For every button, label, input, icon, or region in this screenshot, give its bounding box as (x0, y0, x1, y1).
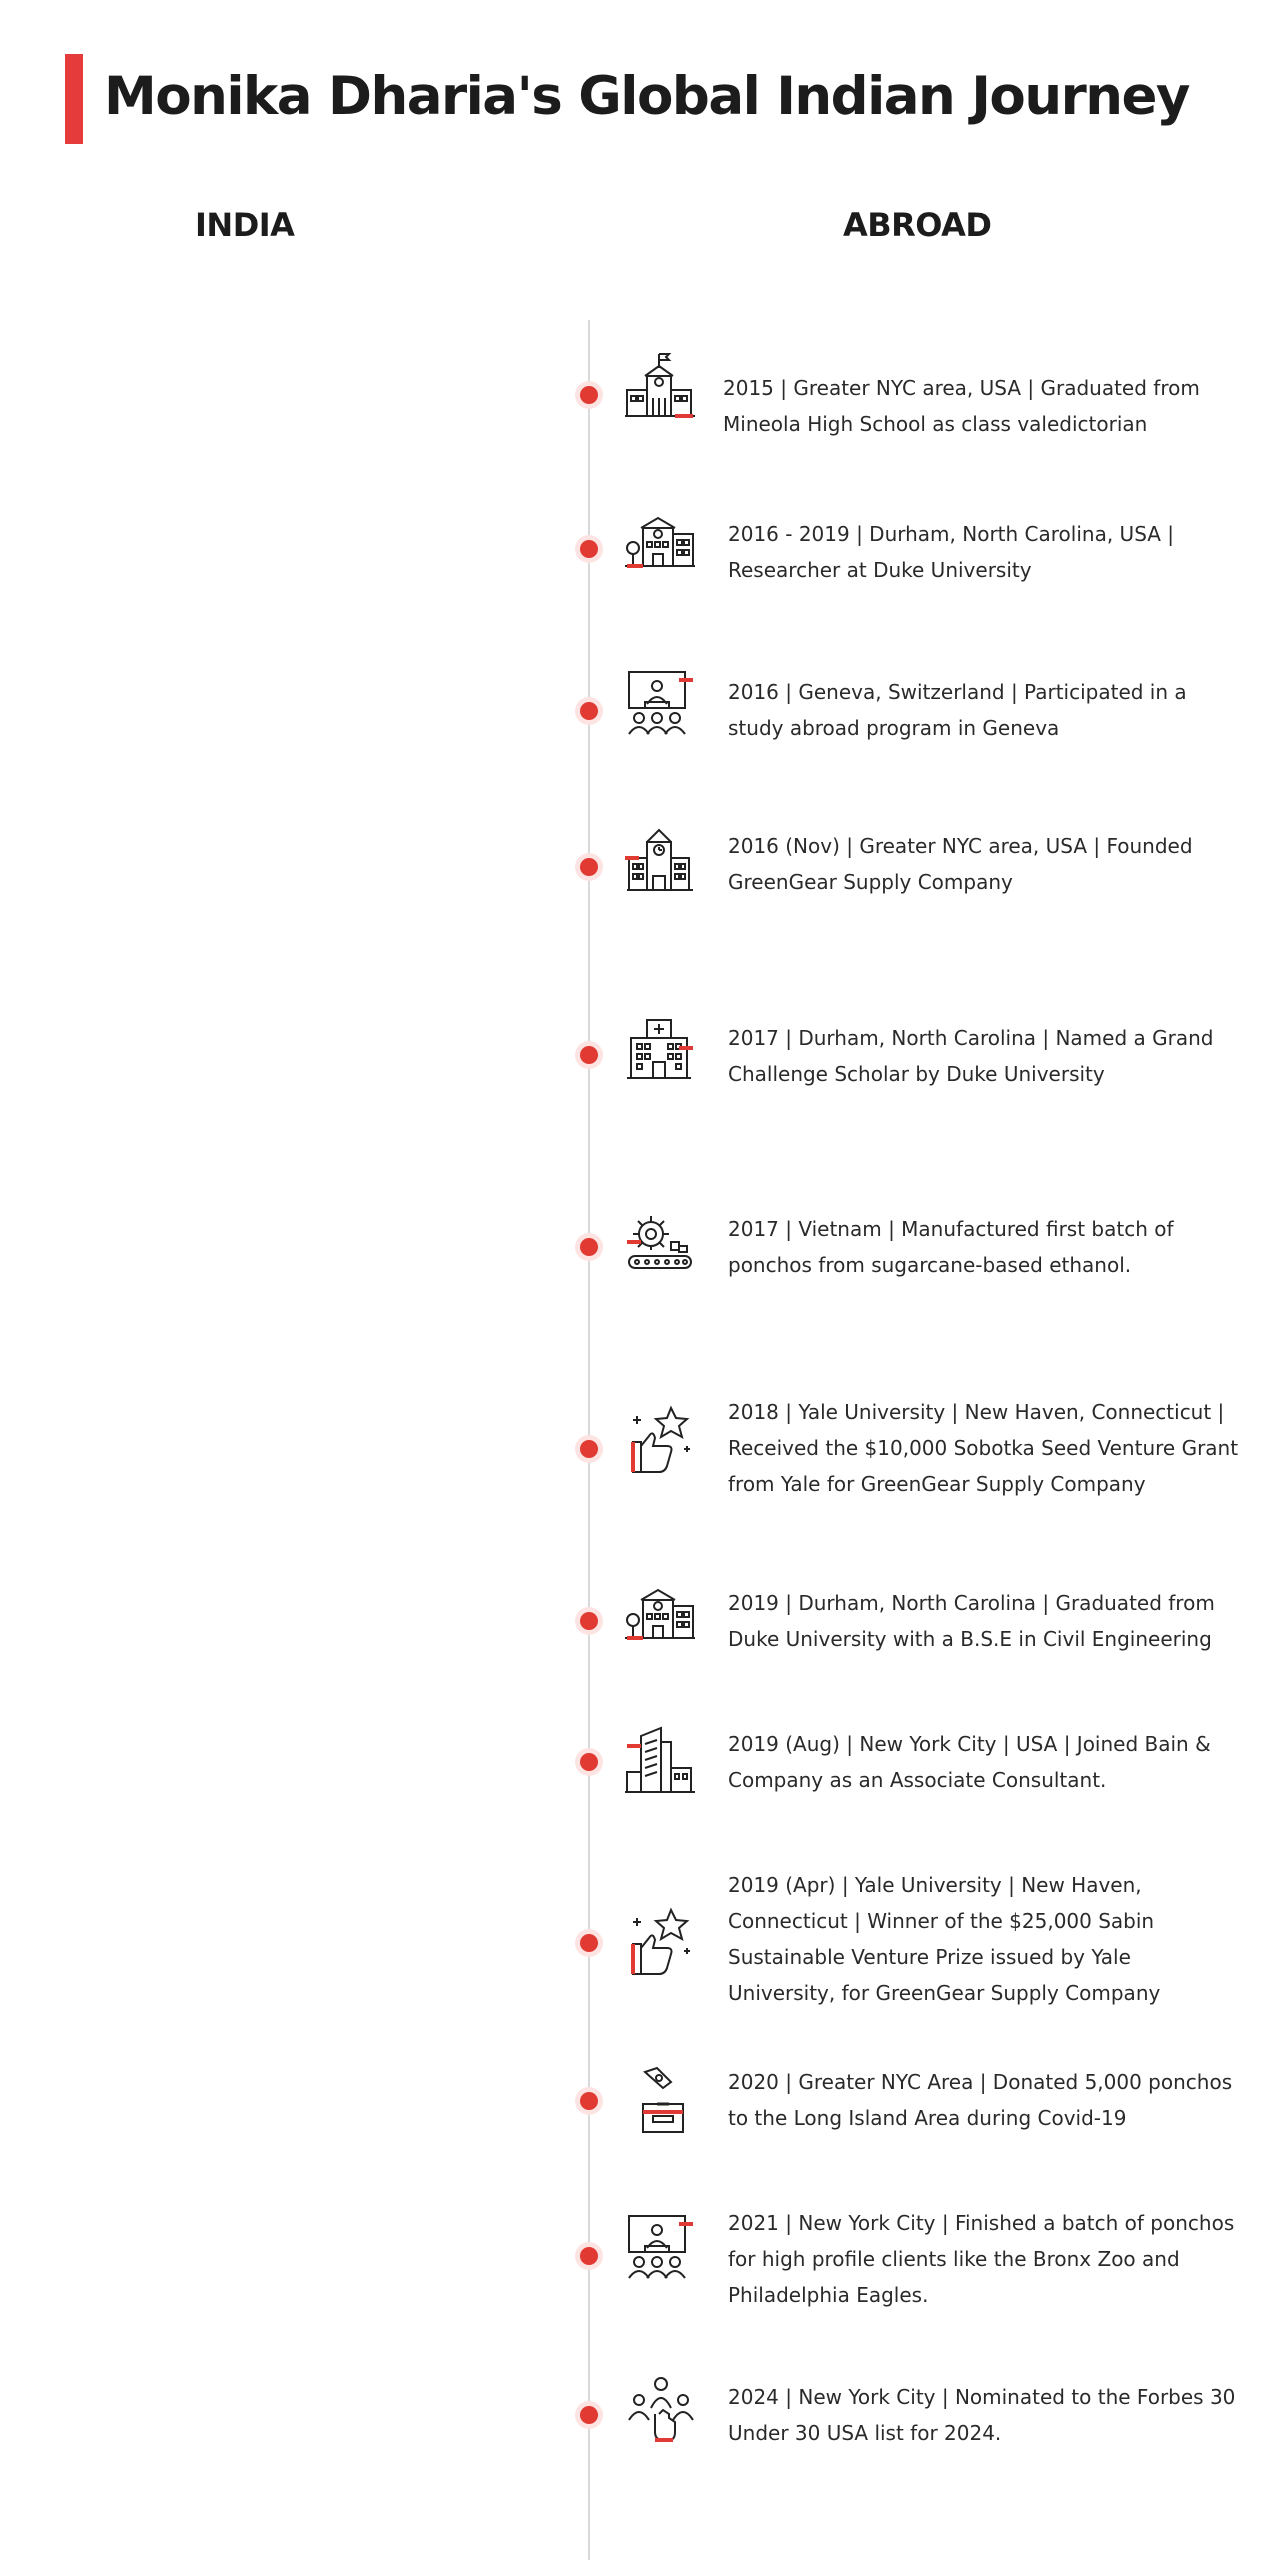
event-text: 2024 | New York City | Nominated to the Forbes 30 Under 30 USA list for 2024. (728, 2385, 1236, 2445)
timeline-dot (580, 1934, 598, 1952)
event-text: 2016 - 2019 | Durham, North Carolina, USA | Researcher at Duke University (728, 522, 1175, 582)
event-text: 2016 | Geneva, Switzerland | Participated in a study abroad program in Geneva (728, 680, 1187, 740)
timeline-dot (580, 386, 598, 404)
team-leader-icon (623, 2374, 699, 2450)
timeline-dot (580, 1440, 598, 1458)
thumbs-up-star-icon (623, 1402, 699, 1478)
manufacturing-gear-icon (623, 1206, 699, 1282)
event-text: 2021 | New York City | Finished a batch of ponchos for high profile clients like the Bronx Zoo and Philadelphia Eagles. (728, 2211, 1235, 2307)
timeline-dot (580, 540, 598, 558)
event-text: 2019 (Apr) | Yale University | New Haven, Connecticut | Winner of the $25,000 Sabin Sustainable Venture Prize issued by Yale University, for GreenGear Supply Company (728, 1873, 1161, 2005)
page-title: Monika Dharia's Global Indian Journey (104, 66, 1189, 127)
timeline-dot (580, 2406, 598, 2424)
event-text: 2018 | Yale University | New Haven, Connecticut | Received the $10,000 Sobotka Seed Venture Grant from Yale for GreenGear Supply Company (728, 1400, 1239, 1496)
timeline-dot (580, 702, 598, 720)
presentation-audience-icon (623, 666, 699, 742)
timeline-dot (580, 2247, 598, 2265)
event-text: 2019 | Durham, North Carolina | Graduated from Duke University with a B.S.E in Civil Engineering (728, 1591, 1215, 1651)
column-heading-india: INDIA (195, 206, 295, 244)
event-text: 2019 (Aug) | New York City | USA | Joined Bain & Company as an Associate Consultant. (728, 1732, 1211, 1792)
university-campus-icon (623, 1582, 699, 1658)
timeline-dot (580, 2092, 598, 2110)
column-heading-abroad: ABROAD (843, 206, 992, 244)
office-tower-icon (623, 1722, 699, 1798)
event-text: 2020 | Greater NYC Area | Donated 5,000 ponchos to the Long Island Area during Covid-19 (728, 2070, 1233, 2130)
event-text: 2016 (Nov) | Greater NYC area, USA | Founded GreenGear Supply Company (728, 834, 1193, 894)
timeline-dot (580, 1238, 598, 1256)
university-campus-icon (623, 510, 699, 586)
event-text: 2017 | Durham, North Carolina | Named a Grand Challenge Scholar by Duke University (728, 1026, 1214, 1086)
timeline-dot (580, 1753, 598, 1771)
event-text: 2015 | Greater NYC area, USA | Graduated from Mineola High School as class valedictorian (723, 376, 1200, 436)
clock-tower-building-icon (623, 820, 699, 896)
donation-box-icon (623, 2064, 699, 2140)
event-text: 2017 | Vietnam | Manufactured first batch of ponchos from sugarcane-based ethanol. (728, 1217, 1174, 1277)
timeline-dot (580, 1612, 598, 1630)
title-accent-bar (65, 54, 83, 144)
timeline-dot (580, 1046, 598, 1064)
presentation-audience-icon (623, 2210, 699, 2286)
hospital-building-icon (623, 1010, 699, 1086)
thumbs-up-star-icon (623, 1904, 699, 1980)
school-building-icon (623, 350, 699, 426)
timeline-dot (580, 858, 598, 876)
